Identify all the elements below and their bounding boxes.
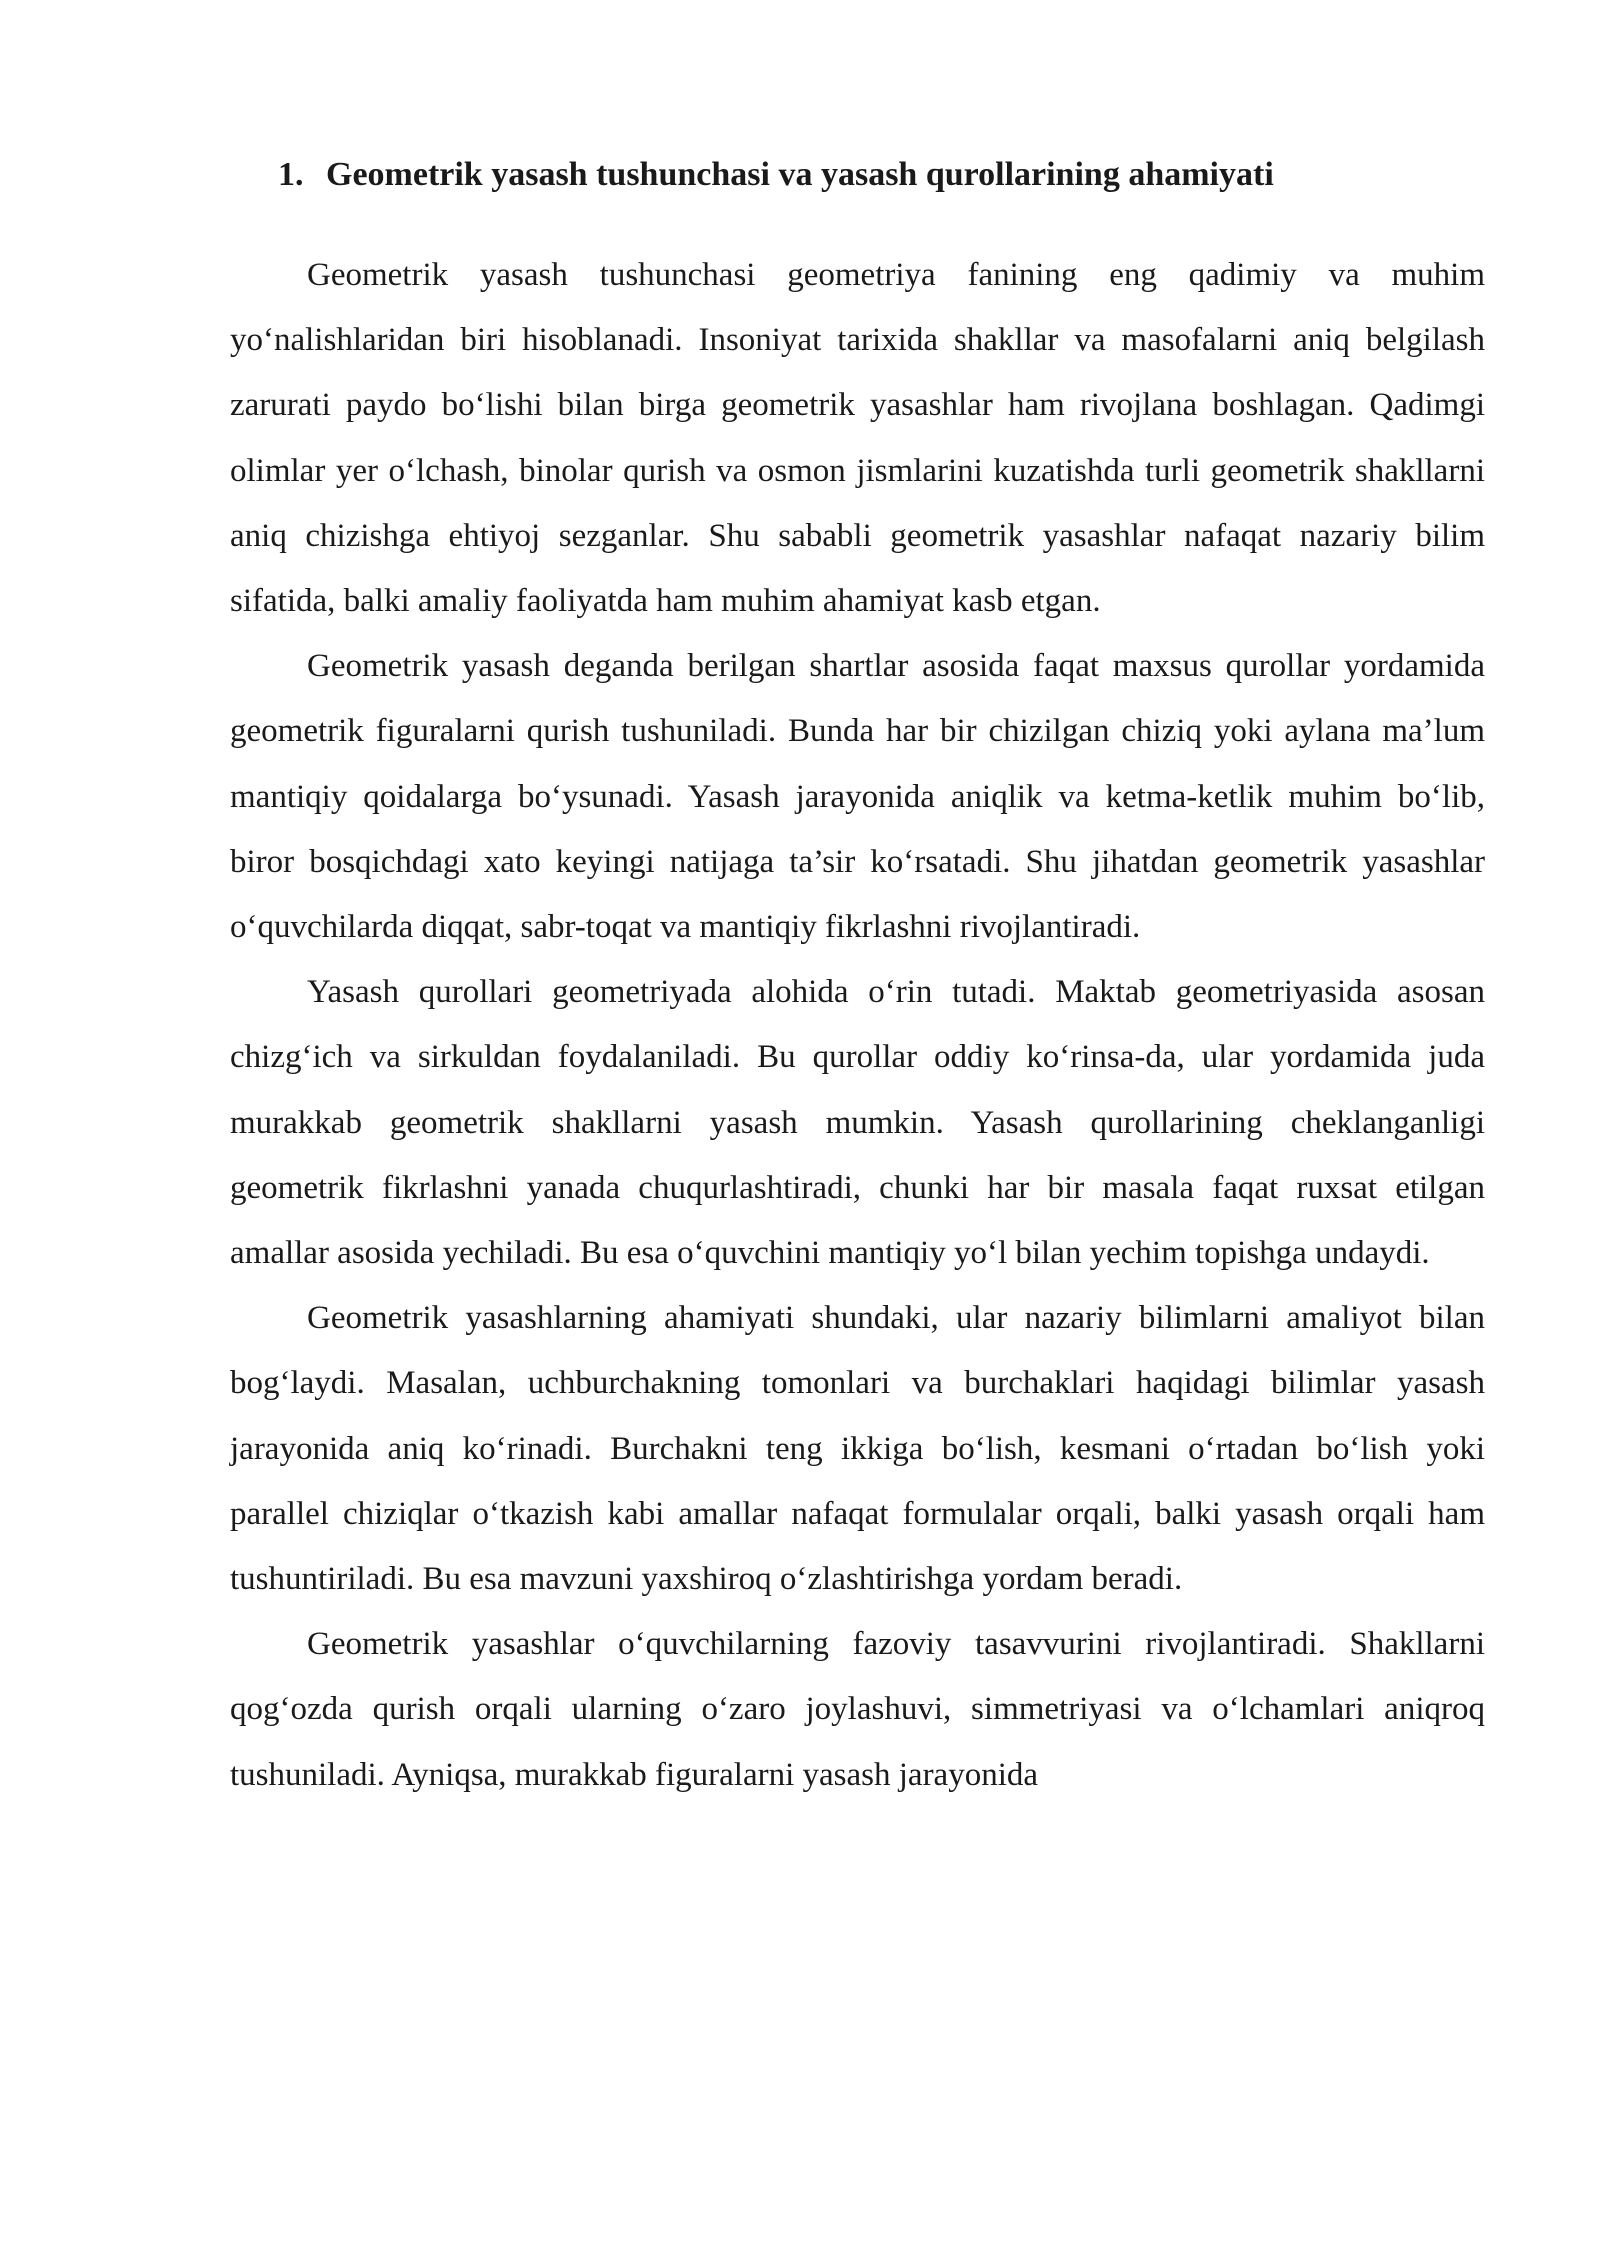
section-title: Geometrik yasash tushunchasi va yasash qurollarining ahamiyati xyxy=(326,156,1274,193)
paragraph-5: Geometrik yasashlar o‘quvchilarning fazoviy tasavvurini rivojlantiradi. Shakllarni qog‘ozda qurish orqali ularning o‘zaro joylashuvi, simmetriyasi va o‘lchamlari aniqroq tushuniladi. Ayniqsa, murakkab figuralarni yasash jarayonida xyxy=(230,1626,1485,1793)
paragraph-3: Yasash qurollari geometriyada alohida o‘rin tutadi. Maktab geometriyasida asosan chizg‘ich va sirkuldan foydalaniladi. Bu qurollar oddiy ko‘rinsa-da, ular yordamida juda murakkab geometrik shakllarni yasash mumkin. Yasash qurollarining cheklanganligi geometrik fikrlashni yanada chuqurlashtiradi, chunki har bir masala faqat ruxsat etilgan amallar asosida yechiladi. Bu esa o‘quvchini mantiqiy yo‘l bilan yechim topishga undaydi. xyxy=(230,974,1485,1272)
paragraph-2: Geometrik yasash deganda berilgan shartlar asosida faqat maxsus qurollar yordamida geometrik figuralarni qurish tushuniladi. Bunda har bir chizilgan chiziq yoki aylana ma’lum mantiqiy qoidalarga bo‘ysunadi. Yasash jarayonida aniqlik va ketma-ketlik muhim bo‘lib, biror bosqichdagi xato keyingi natijaga ta’sir ko‘rsatadi. Shu jihatdan geometrik yasashlar o‘quvchilarda diqqat, sabr-toqat va mantiqiy fikrlashni rivojlantiradi. xyxy=(230,648,1485,946)
paragraph-1: Geometrik yasash tushunchasi geometriya fanining eng qadimiy va muhim yo‘nalishlaridan biri hisoblanadi. Insoniyat tarixida shakllar va masofalarni aniq belgilash zarurati paydo bo‘lishi bilan birga geometrik yasashlar ham rivojlana boshlagan. Qadimgi olimlar yer o‘lchash, binolar qurish va osmon jismlarini kuzatishda turli geometrik shakllarni aniq chizishga ehtiyoj sezganlar. Shu sababli geometrik yasashlar nafaqat nazariy bilim sifatida, balki amaliy faoliyatda ham muhim ahamiyat kasb etgan. xyxy=(230,257,1485,620)
document-body xyxy=(230,145,1485,1808)
paragraph-4: Geometrik yasashlarning ahamiyati shundaki, ular nazariy bilimlarni amaliyot bilan bog‘laydi. Masalan, uchburchakning tomonlari va burchaklari haqidagi bilimlar yasash jarayonida aniq ko‘rinadi. Burchakni teng ikkiga bo‘lish, kesmani o‘rtadan bo‘lish yoki parallel chiziqlar o‘tkazish kabi amallar nafaqat formulalar orqali, balki yasash orqali ham tushuntiriladi. Bu esa mavzuni yaxshiroq o‘zlashtirishga yordam beradi. xyxy=(230,1300,1485,1598)
section-heading xyxy=(278,145,1485,205)
section-number: 1. xyxy=(278,156,304,193)
